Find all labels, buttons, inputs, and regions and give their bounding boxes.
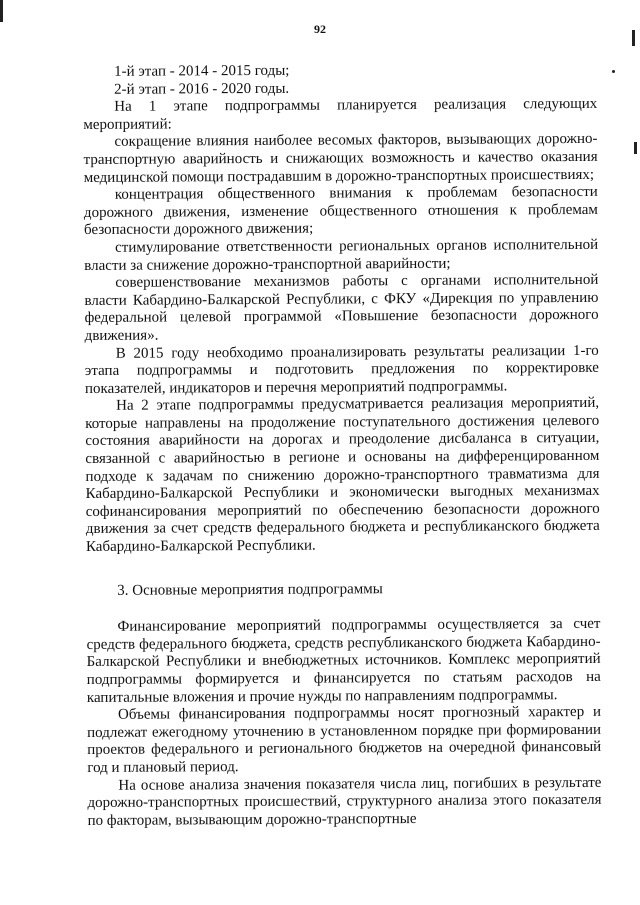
- paragraph-measure-2: концентрация общественного внимания к проблемам безопасности дорожного движения, изменение общественного отношения к проблемам безопасности дорожного движения;: [83, 184, 598, 239]
- paragraph-measure-1: сокращение влияния наиболее весомых факторов, вызывающих дорожно-транспортную аварийность и снижающих возможность и качество оказания медицинской помощи пострадавшим в дорожно-транспортных происшествиях;: [83, 131, 598, 186]
- paragraph-measure-4: совершенствование механизмов работы с органами исполнительной власти Кабардино-Балкарской Республики, с ФКУ «Дирекция по управлению федеральной целевой программой «Повышение безопасности дорожного движения».: [84, 271, 599, 344]
- paragraph-analysis-basis: На основе анализа значения показателя числа лиц, погибших в результате дорожно-транспортных происшествий, структурного анализа этого показателя по факторам, вызывающим дорожно-транспортные: [87, 774, 602, 829]
- scan-edge-mark-right-lower: [634, 142, 637, 154]
- section-heading: 3. Основные мероприятия подпрограммы: [117, 580, 383, 599]
- scan-speck: [612, 70, 615, 73]
- document-body: [83, 61, 602, 830]
- paragraph-stage-2: 2-й этап - 2016 - 2020 годы.: [114, 80, 290, 98]
- scan-edge-mark-right: [632, 30, 635, 46]
- paragraph-financing: Финансирование мероприятий подпрограммы осуществляется за счет средств федерального бюджета, средств республиканского бюджета Кабардино-Балкарской Республики и внебюджетных источников. Комплекс мероприятий подпрограммы формируется и финансируется по статьям расходов на капитальные вложения и прочие нужды по направлениям подпрограммы.: [86, 616, 601, 706]
- paragraph-financing-volumes: Объемы финансирования подпрограммы носят прогнозный характер и подлежат ежегодному уточнению в установленном порядке при формировании проектов федерального и регионального бюджетов на очередной финансовый год и плановый период.: [87, 704, 602, 776]
- scan-edge-mark-left: [0, 0, 3, 22]
- paragraph-measure-3: стимулирование ответственности региональных органов исполнительной власти за снижение дорожно-транспортной аварийности;: [84, 236, 599, 274]
- paragraph-stage-1-intro: На 1 этапе подпрограммы планируется реализация следующих мероприятий:: [83, 96, 598, 133]
- paragraph-stage-1: 1-й этап - 2014 - 2015 годы;: [113, 62, 290, 80]
- page-number: 92: [314, 22, 326, 36]
- paragraph-analysis-2015: В 2015 году необходимо проанализировать результаты реализации 1-го этапа подпрограммы и подготовить предложения по корректировке показателей, индикаторов и перечня мероприятий подпрограммы.: [84, 342, 599, 397]
- paragraph-stage-2-description: На 2 этапе подпрограммы предусматривается реализация мероприятий, которые направлены на продолжение поступательного достижения целевого состояния аварийности на дорогах и преодоление дисбаланса в ситуации, связанной с аварийностью в регионе и основаны на дифференцированном подходе к задачам по снижению дорожно-транспортного травматизма для Кабардино-Балкарской Республики и экономически выгодных механизмах софинансирования мероприятий по обеспечению безопасности дорожного движения за счет средств федерального бюджета и республиканского бюджета Кабардино-Балкарской Республики.: [85, 395, 600, 556]
